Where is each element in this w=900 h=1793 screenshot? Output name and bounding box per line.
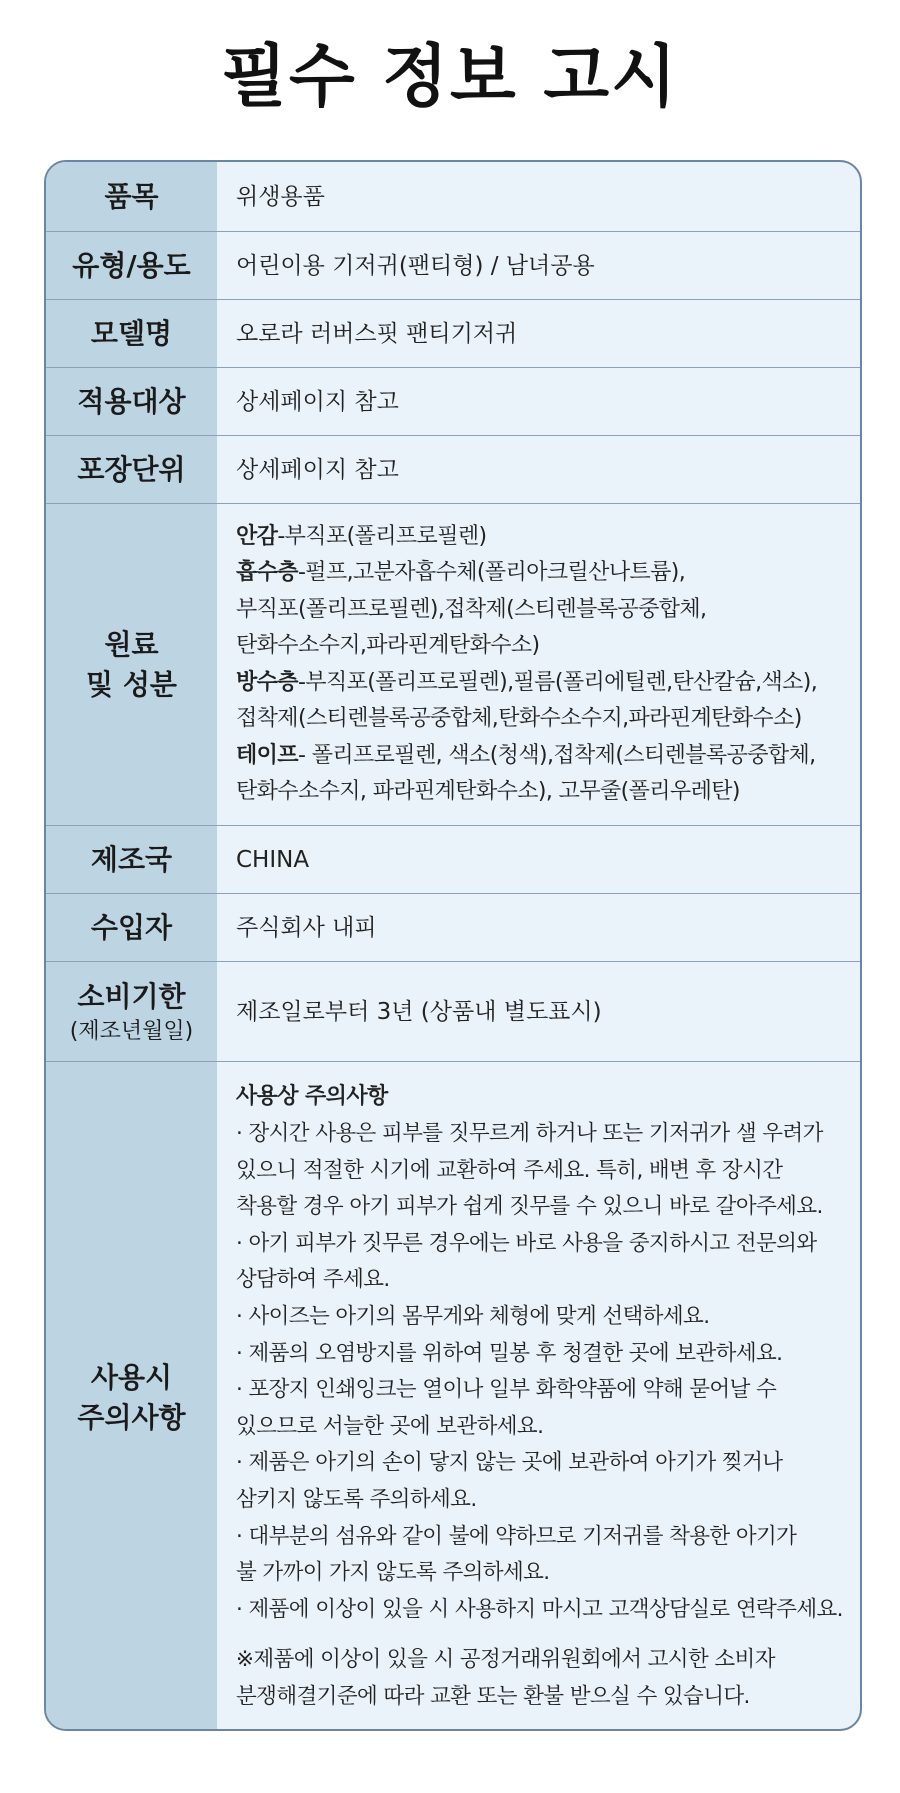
caution-line: · 제품은 아기의 손이 닿지 않는 곳에 보관하여 아기가 찢거나 bbox=[236, 1450, 783, 1476]
row-value: 주식회사 내피 bbox=[236, 914, 377, 941]
row-model bbox=[46, 300, 860, 368]
row-label bbox=[46, 962, 217, 1061]
row-label: 포장단위 bbox=[77, 452, 186, 486]
material-line: 탄화수소수지,파라핀계탄화수소) bbox=[236, 633, 540, 658]
row-target bbox=[46, 368, 860, 436]
caution-line: · 제품의 오염방지를 위하여 밀봉 후 청결한 곳에 보관하세요. bbox=[236, 1340, 783, 1366]
row-importer bbox=[46, 894, 860, 962]
row-label: 제조국 bbox=[90, 842, 173, 876]
caution-line: 착용할 경우 아기 피부가 쉽게 짓무를 수 있으니 바로 갈아주세요. bbox=[236, 1194, 823, 1220]
caution-line: 불 가까이 가지 않도록 주의하세요. bbox=[236, 1560, 550, 1586]
row-type bbox=[46, 232, 860, 300]
label-line: 소비기한 bbox=[77, 979, 186, 1013]
label-line: 주의사항 bbox=[77, 1400, 186, 1434]
material-line: 테이프- 폴리프로필렌, 색소(청색),접착제(스티렌블록공중합체, bbox=[236, 742, 816, 768]
material-line: 방수층-부직포(폴리프로필렌),필름(폴리에틸렌,탄산칼슘,색소), bbox=[236, 669, 818, 695]
row-caution bbox=[46, 1062, 860, 1731]
row-value: 위생용품 bbox=[236, 183, 325, 210]
row-materials bbox=[46, 504, 860, 826]
row-value: 제조일로부터 3년 (상품내 별도표시) bbox=[236, 998, 602, 1025]
row-origin bbox=[46, 826, 860, 894]
row-label: 모델명 bbox=[90, 316, 173, 350]
material-line: 탄화수소수지, 파라핀계탄화수소), 고무줄(폴리우레탄) bbox=[236, 779, 740, 804]
caution-line: 있으니 적절한 시기에 교환하여 주세요. 특히, 배변 후 장시간 bbox=[236, 1157, 783, 1183]
page-title: 필수 정보 고시 bbox=[221, 38, 679, 117]
material-line: 접착제(스티렌블록공중합체,탄화수소수지,파라핀계탄화수소) bbox=[236, 706, 802, 731]
row-label bbox=[46, 504, 217, 825]
material-line: 부직포(폴리프로필렌),접착제(스티렌블록공중합체, bbox=[236, 596, 707, 622]
caution-note-line: 분쟁해결기준에 따라 교환 또는 환불 받으실 수 있습니다. bbox=[236, 1683, 750, 1709]
caution-line: · 장시간 사용은 피부를 짓무르게 하거나 또는 기저귀가 샐 우려가 bbox=[236, 1121, 823, 1147]
info-table bbox=[44, 160, 862, 1731]
row-value bbox=[236, 1062, 850, 1731]
label-sub: (제조년월일) bbox=[69, 1018, 194, 1044]
caution-line: · 대부분의 섬유와 같이 불에 약하므로 기저귀를 착용한 아기가 bbox=[236, 1523, 797, 1549]
row-label: 유형/용도 bbox=[72, 248, 191, 282]
row-label: 수입자 bbox=[90, 910, 173, 944]
caution-line: 상담하여 주세요. bbox=[236, 1267, 390, 1293]
caution-line: 있으므로 서늘한 곳에 보관하세요. bbox=[236, 1413, 544, 1439]
row-package bbox=[46, 436, 860, 504]
spacer bbox=[236, 1628, 850, 1642]
row-label: 적용대상 bbox=[77, 384, 186, 418]
row-value: 어린이용 기저귀(팬티형) / 남녀공용 bbox=[236, 252, 595, 279]
label-line: 및 성분 bbox=[86, 667, 177, 701]
label-line: 원료 bbox=[104, 627, 159, 661]
caution-line: · 사이즈는 아기의 몸무게와 체형에 맞게 선택하세요. bbox=[236, 1304, 710, 1330]
row-expiry bbox=[46, 962, 860, 1062]
material-line: 흡수층-펄프,고분자흡수체(폴리아크릴산나트륨), bbox=[236, 560, 686, 585]
caution-line: · 아기 피부가 짓무른 경우에는 바로 사용을 중지하시고 전문의와 bbox=[236, 1230, 817, 1256]
row-label bbox=[46, 1062, 217, 1731]
material-line: 안감-부직포(폴리프로필렌) bbox=[236, 523, 487, 549]
row-label: 품목 bbox=[104, 179, 159, 213]
row-value: CHINA bbox=[236, 846, 310, 873]
caution-line: · 포장지 인쇄잉크는 열이나 일부 화학약품에 약해 묻어날 수 bbox=[236, 1377, 777, 1403]
row-value: 상세페이지 참고 bbox=[236, 456, 399, 483]
caution-heading: 사용상 주의사항 bbox=[236, 1084, 388, 1110]
label-line: 사용시 bbox=[90, 1360, 173, 1394]
row-value bbox=[236, 504, 850, 825]
row-item bbox=[46, 162, 860, 232]
row-value: 오로라 러버스핏 팬티기저귀 bbox=[236, 320, 518, 347]
caution-note-line: ※제품에 이상이 있을 시 공정거래위원회에서 고시한 소비자 bbox=[236, 1647, 775, 1673]
row-value: 상세페이지 참고 bbox=[236, 388, 399, 415]
caution-line: · 제품에 이상이 있을 시 사용하지 마시고 고객상담실로 연락주세요. bbox=[236, 1596, 843, 1622]
caution-line: 삼키지 않도록 주의하세요. bbox=[236, 1486, 477, 1512]
